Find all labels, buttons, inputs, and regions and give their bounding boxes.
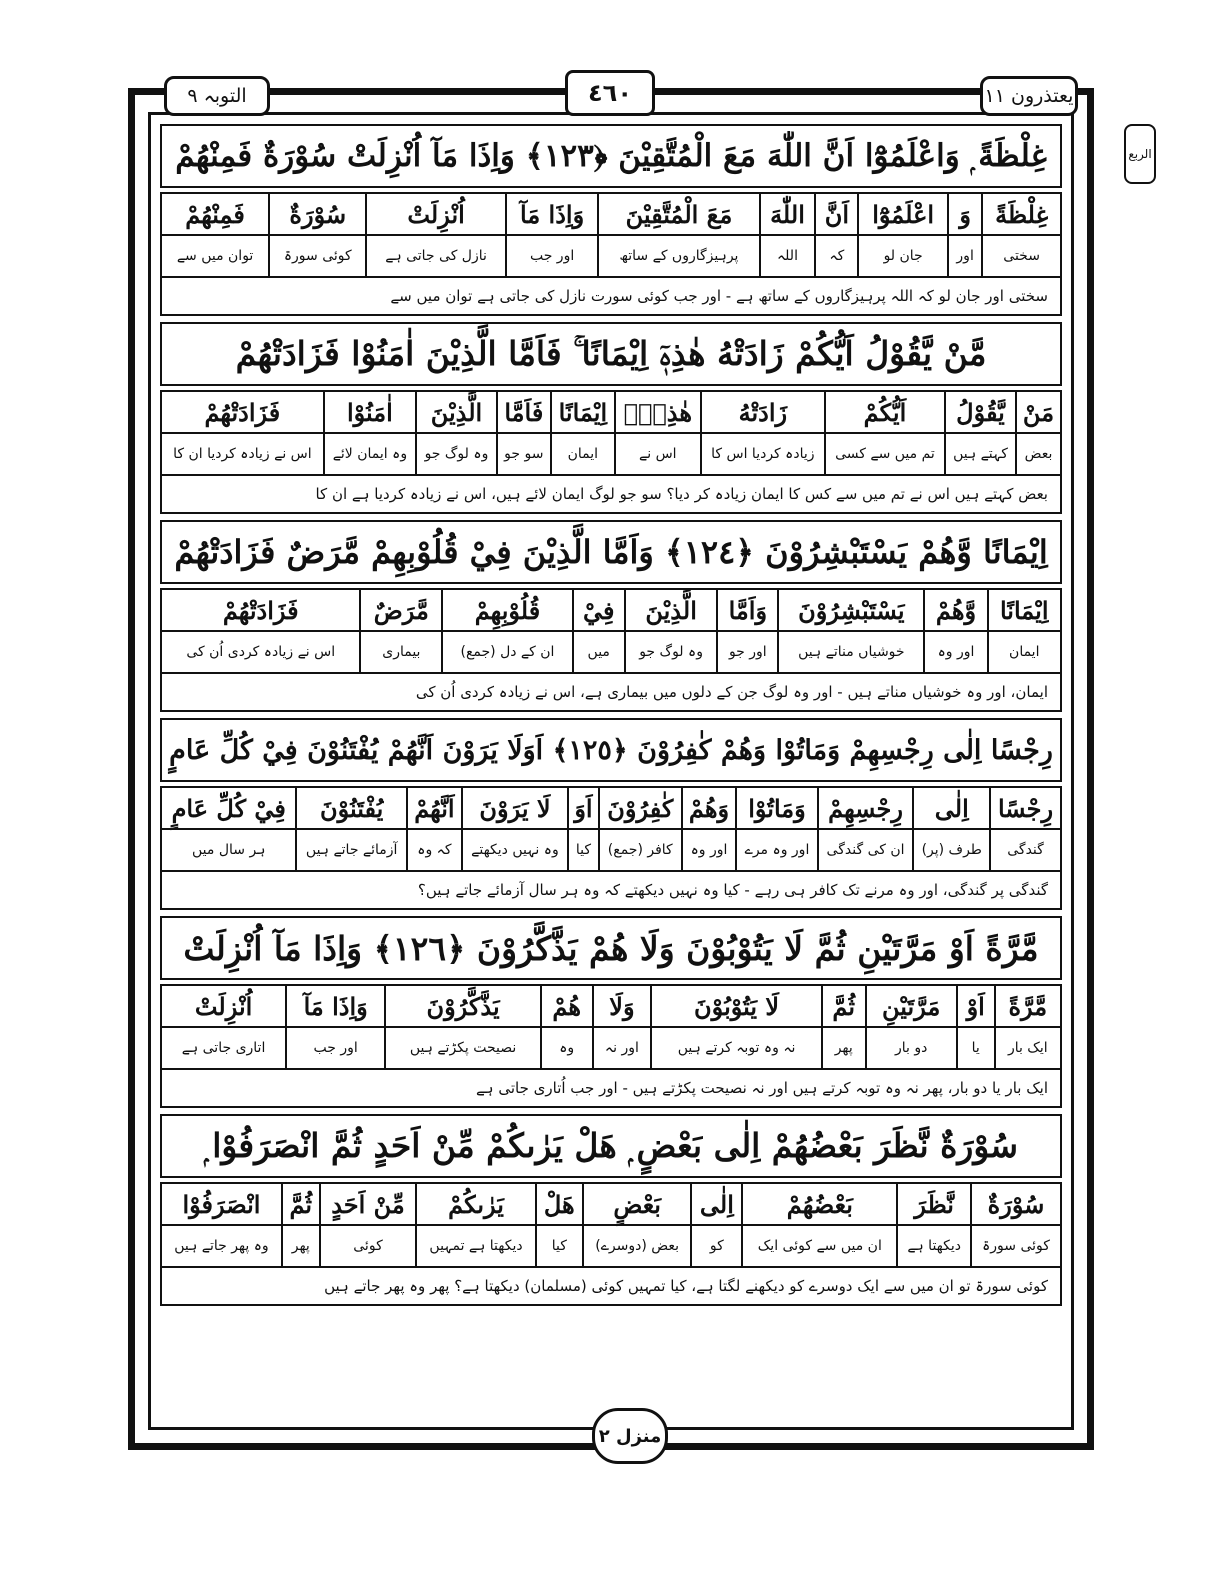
arabic-word: انْصَرَفُوْا [161, 1183, 282, 1225]
urdu-meaning: میں [573, 631, 625, 673]
arabic-word: قُلُوْبِهِمْ [442, 589, 572, 631]
arabic-word: فَزَادَتْهُمْ [161, 391, 324, 433]
arabic-word: هٰذِهٖٓ [615, 391, 701, 433]
arabic-word: يَّقُوْلُ [945, 391, 1016, 433]
arabic-word: اِيْمَانًا [551, 391, 615, 433]
translation-line: گندگی پر گندگی، اور وہ مرنے تک کافر ہی رہے - کیا وہ نہیں دیکھتے کہ وہ ہر سال آزمائے جاتے ہیں؟ [160, 872, 1062, 910]
arabic-word: لَا يَرَوْنَ [462, 787, 568, 829]
urdu-meaning: اتاری جاتی ہے [161, 1027, 286, 1069]
arabic-word: اَيُّكُمْ [825, 391, 945, 433]
urdu-meaning: کافر (جمع) [599, 829, 682, 871]
arabic-word: اُنْزِلَتْ [366, 193, 505, 235]
arabic-word: فَاَمَّا [497, 391, 551, 433]
arabic-word: رِجْسِهِمْ [818, 787, 914, 829]
urdu-meaning: تم میں سے کسی [825, 433, 945, 475]
ruku-mark-icon: الربع [1124, 124, 1156, 184]
ayah-line: اِيْمَانًا وَّهُمْ يَسْتَبْشِرُوْنَ ﴿١٢٤﴾ وَاَمَّا الَّذِيْنَ فِيْ قُلُوْبِهِمْ مَّرَضٌ فَزَادَتْهُمْ [160, 520, 1062, 584]
urdu-meaning: ایمان [551, 433, 615, 475]
urdu-meaning: اور نہ [593, 1027, 652, 1069]
urdu-meaning: دو بار [866, 1027, 957, 1069]
urdu-meaning: ان کے دل (جمع) [442, 631, 572, 673]
arabic-word: اللّٰهَ [760, 193, 816, 235]
urdu-meaning: گندگی [990, 829, 1061, 871]
word-meaning-table [160, 192, 1062, 278]
arabic-word: وَّهُمْ [924, 589, 987, 631]
urdu-meaning: طرف (پر) [913, 829, 990, 871]
arabic-word: زَادَتْهُ [701, 391, 825, 433]
arabic-word: الَّذِيْنَ [625, 589, 718, 631]
arabic-word: وَاَمَّا [717, 589, 778, 631]
arabic-word: لَا يَتُوْبُوْنَ [651, 985, 822, 1027]
urdu-meaning: ان میں سے کوئی ایک [742, 1225, 897, 1267]
ayah-line: مَّنْ يَّقُوْلُ اَيُّكُمْ زَادَتْهُ هٰذِهٖٓ اِيْمَانًا ۚ فَاَمَّا الَّذِيْنَ اٰمَنُوْا فَزَادَتْهُمْ [160, 322, 1062, 386]
arabic-word: اٰمَنُوْا [324, 391, 416, 433]
arabic-word: وَهُمْ [682, 787, 737, 829]
translation-line: سختی اور جان لو کہ اللہ پرہیزگاروں کے ساتھ ہے - اور جب کوئی سورت نازل کی جاتی ہے توان میں سے [160, 278, 1062, 316]
arabic-word: يُفْتَنُوْنَ [296, 787, 407, 829]
ayah-line: مَّرَّةً اَوْ مَرَّتَيْنِ ثُمَّ لَا يَتُوْبُوْنَ وَلَا هُمْ يَذَّكَّرُوْنَ ﴿١٢٦﴾ وَاِذَا مَآ اُنْزِلَتْ [160, 916, 1062, 980]
urdu-meaning: اس نے زیادہ کردی اُن کی [161, 631, 360, 673]
word-row [161, 1183, 1061, 1225]
arabic-word: مَنْ [1016, 391, 1061, 433]
arabic-word: فَمِنْهُمْ [161, 193, 269, 235]
arabic-word: ثُمَّ [282, 1183, 320, 1225]
arabic-word: فَزَادَتْهُمْ [161, 589, 360, 631]
urdu-meaning: اور جب [286, 1027, 385, 1069]
urdu-meaning: ایمان [988, 631, 1061, 673]
arabic-word: بَعْضٍ [583, 1183, 692, 1225]
urdu-meaning: اور وہ مرے [736, 829, 817, 871]
arabic-word: بَعْضُهُمْ [742, 1183, 897, 1225]
urdu-meaning: اس نے [615, 433, 701, 475]
urdu-meaning: کوئی سورۃ [971, 1225, 1061, 1267]
arabic-word: مِّنْ اَحَدٍ [320, 1183, 417, 1225]
urdu-meaning: دیکھتا ہے تمہیں [416, 1225, 535, 1267]
word-row [161, 193, 1061, 235]
arabic-word: وَلَا [593, 985, 652, 1027]
arabic-word: مَّرَضٌ [360, 589, 442, 631]
urdu-meaning: کیا [536, 1225, 583, 1267]
translation-line: ایمان، اور وہ خوشیاں مناتے ہیں - اور وہ لوگ جن کے دلوں میں بیماری ہے، اس نے زیادہ کردی اُن کی [160, 674, 1062, 712]
word-meaning-table [160, 588, 1062, 674]
arabic-word: وَمَاتُوْا [736, 787, 817, 829]
page-number: ٤٦٠ [565, 70, 655, 116]
urdu-meaning: وہ ایمان لائے [324, 433, 416, 475]
urdu-meaning: کہ وہ [407, 829, 462, 871]
arabic-word: وَاِذَا مَآ [286, 985, 385, 1027]
arabic-word: وَاِذَا مَآ [506, 193, 599, 235]
urdu-meaning: پھر [822, 1027, 866, 1069]
urdu-meaning: بعض (دوسرے) [583, 1225, 692, 1267]
urdu-meaning: کہ [815, 235, 858, 277]
urdu-meaning: ان کی گندگی [818, 829, 914, 871]
arabic-word: فِيْ [573, 589, 625, 631]
urdu-meaning: کیا [568, 829, 599, 871]
urdu-meaning: یا [957, 1027, 995, 1069]
arabic-word: اعْلَمُوْٓا [858, 193, 948, 235]
word-meaning-table [160, 786, 1062, 872]
urdu-meaning: نازل کی جاتی ہے [366, 235, 505, 277]
arabic-word: الَّذِيْنَ [416, 391, 497, 433]
ayah-line: رِجْسًا اِلٰى رِجْسِهِمْ وَمَاتُوْا وَهُمْ كٰفِرُوْنَ ﴿١٢٥﴾ اَوَلَا يَرَوْنَ اَنَّهُمْ يُفْتَنُوْنَ فِيْ كُلِّ عَامٍ [160, 718, 1062, 782]
urdu-meaning: ایک بار [995, 1027, 1061, 1069]
arabic-word: اَوَ [568, 787, 599, 829]
arabic-word: ثُمَّ [822, 985, 866, 1027]
urdu-meaning: اور وہ [924, 631, 987, 673]
meaning-row [161, 235, 1061, 277]
arabic-word: كٰفِرُوْنَ [599, 787, 682, 829]
arabic-word: اِلٰى [913, 787, 990, 829]
arabic-word: نَّظَرَ [897, 1183, 971, 1225]
urdu-meaning: ہر سال میں [161, 829, 296, 871]
arabic-word: اُنْزِلَتْ [161, 985, 286, 1027]
word-row [161, 589, 1061, 631]
urdu-meaning: سختی [982, 235, 1061, 277]
arabic-word: هَلْ [536, 1183, 583, 1225]
translation-line: ایک بار یا دو بار، پھر نہ وہ توبہ کرتے ہیں اور نہ نصیحت پکڑتے ہیں - اور جب اُتاری جاتی ہے [160, 1070, 1062, 1108]
urdu-meaning: سو جو [497, 433, 551, 475]
urdu-meaning: دیکھتا ہے [897, 1225, 971, 1267]
meaning-row [161, 631, 1061, 673]
arabic-word: يَرٰىكُمْ [416, 1183, 535, 1225]
translation-line: کوئی سورۃ تو ان میں سے ایک دوسرے کو دیکھنے لگتا ہے، کیا تمہیں کوئی (مسلمان) دیکھتا ہے؟ پھر وہ پھر جاتے ہیں [160, 1268, 1062, 1306]
word-row [161, 391, 1061, 433]
urdu-meaning: پھر [282, 1225, 320, 1267]
arabic-word: مَعَ الْمُتَّقِيْنَ [598, 193, 759, 235]
word-row [161, 787, 1061, 829]
ayah-line: غِلْظَةً ۭ وَاعْلَمُوْٓا اَنَّ اللّٰهَ مَعَ الْمُتَّقِيْنَ ﴿١٢٣﴾ وَاِذَا مَآ اُنْزِلَتْ سُوْرَةٌ فَمِنْهُمْ [160, 124, 1062, 188]
urdu-meaning: اللہ [760, 235, 816, 277]
urdu-meaning: نصیحت پکڑتے ہیں [385, 1027, 541, 1069]
urdu-meaning: وہ [541, 1027, 593, 1069]
arabic-word: وَ [948, 193, 982, 235]
para-name-label: یعتذرون ١١ [980, 76, 1078, 116]
urdu-meaning: اس نے زیادہ کردیا ان کا [161, 433, 324, 475]
urdu-meaning: جان لو [858, 235, 948, 277]
arabic-word: هُمْ [541, 985, 593, 1027]
meaning-row [161, 1225, 1061, 1267]
urdu-meaning: پرہیزگاروں کے ساتھ [598, 235, 759, 277]
urdu-meaning: کوئی [320, 1225, 417, 1267]
manzil-label: منزل ٢ [592, 1408, 668, 1464]
word-meaning-table [160, 1182, 1062, 1268]
urdu-meaning: نہ وہ توبہ کرتے ہیں [651, 1027, 822, 1069]
urdu-meaning: بیماری [360, 631, 442, 673]
translation-line: بعض کہتے ہیں اس نے تم میں سے کس کا ایمان زیادہ کر دیا؟ سو جو لوگ ایمان لائے ہیں، اس نے زیادہ کردیا ہے ان کا [160, 476, 1062, 514]
surah-name-label: التوبہ ٩ [164, 76, 270, 116]
arabic-word: مَرَّتَيْنِ [866, 985, 957, 1027]
urdu-meaning: اور [948, 235, 982, 277]
urdu-meaning: کو [691, 1225, 742, 1267]
urdu-meaning: کوئی سورۃ [269, 235, 366, 277]
arabic-word: اِلٰى [691, 1183, 742, 1225]
arabic-word: يَسْتَبْشِرُوْنَ [778, 589, 924, 631]
meaning-row [161, 829, 1061, 871]
arabic-word: اَنَّ [815, 193, 858, 235]
arabic-word: اِيْمَانًا [988, 589, 1061, 631]
arabic-word: سُوْرَةٌ [971, 1183, 1061, 1225]
urdu-meaning: خوشیاں مناتے ہیں [778, 631, 924, 673]
urdu-meaning: وہ لوگ جو [625, 631, 718, 673]
page-content [160, 124, 1062, 1312]
arabic-word: رِجْسًا [990, 787, 1061, 829]
arabic-word: مَّرَّةً [995, 985, 1061, 1027]
arabic-word: اَوْ [957, 985, 995, 1027]
urdu-meaning: آزمائے جاتے ہیں [296, 829, 407, 871]
urdu-meaning: وہ نہیں دیکھتے [462, 829, 568, 871]
meaning-row [161, 1027, 1061, 1069]
urdu-meaning: زیادہ کردیا اس کا [701, 433, 825, 475]
urdu-meaning: وہ پھر جاتے ہیں [161, 1225, 282, 1267]
arabic-word: غِلْظَةً [982, 193, 1061, 235]
word-row [161, 985, 1061, 1027]
arabic-word: يَذَّكَّرُوْنَ [385, 985, 541, 1027]
arabic-word: اَنَّهُمْ [407, 787, 462, 829]
word-meaning-table [160, 390, 1062, 476]
ayah-line: سُوْرَةٌ نَّظَرَ بَعْضُهُمْ اِلٰى بَعْضٍ ۭ هَلْ يَرٰىكُمْ مِّنْ اَحَدٍ ثُمَّ انْصَرَفُوْا ۭ [160, 1114, 1062, 1178]
urdu-meaning: اور جب [506, 235, 599, 277]
word-meaning-table [160, 984, 1062, 1070]
urdu-meaning: کہتے ہیں [945, 433, 1016, 475]
urdu-meaning: وہ لوگ جو [416, 433, 497, 475]
urdu-meaning: توان میں سے [161, 235, 269, 277]
arabic-word: سُوْرَةٌ [269, 193, 366, 235]
urdu-meaning: بعض [1016, 433, 1061, 475]
meaning-row [161, 433, 1061, 475]
arabic-word: فِيْ كُلِّ عَامٍ [161, 787, 296, 829]
urdu-meaning: اور وہ [682, 829, 737, 871]
urdu-meaning: اور جو [717, 631, 778, 673]
